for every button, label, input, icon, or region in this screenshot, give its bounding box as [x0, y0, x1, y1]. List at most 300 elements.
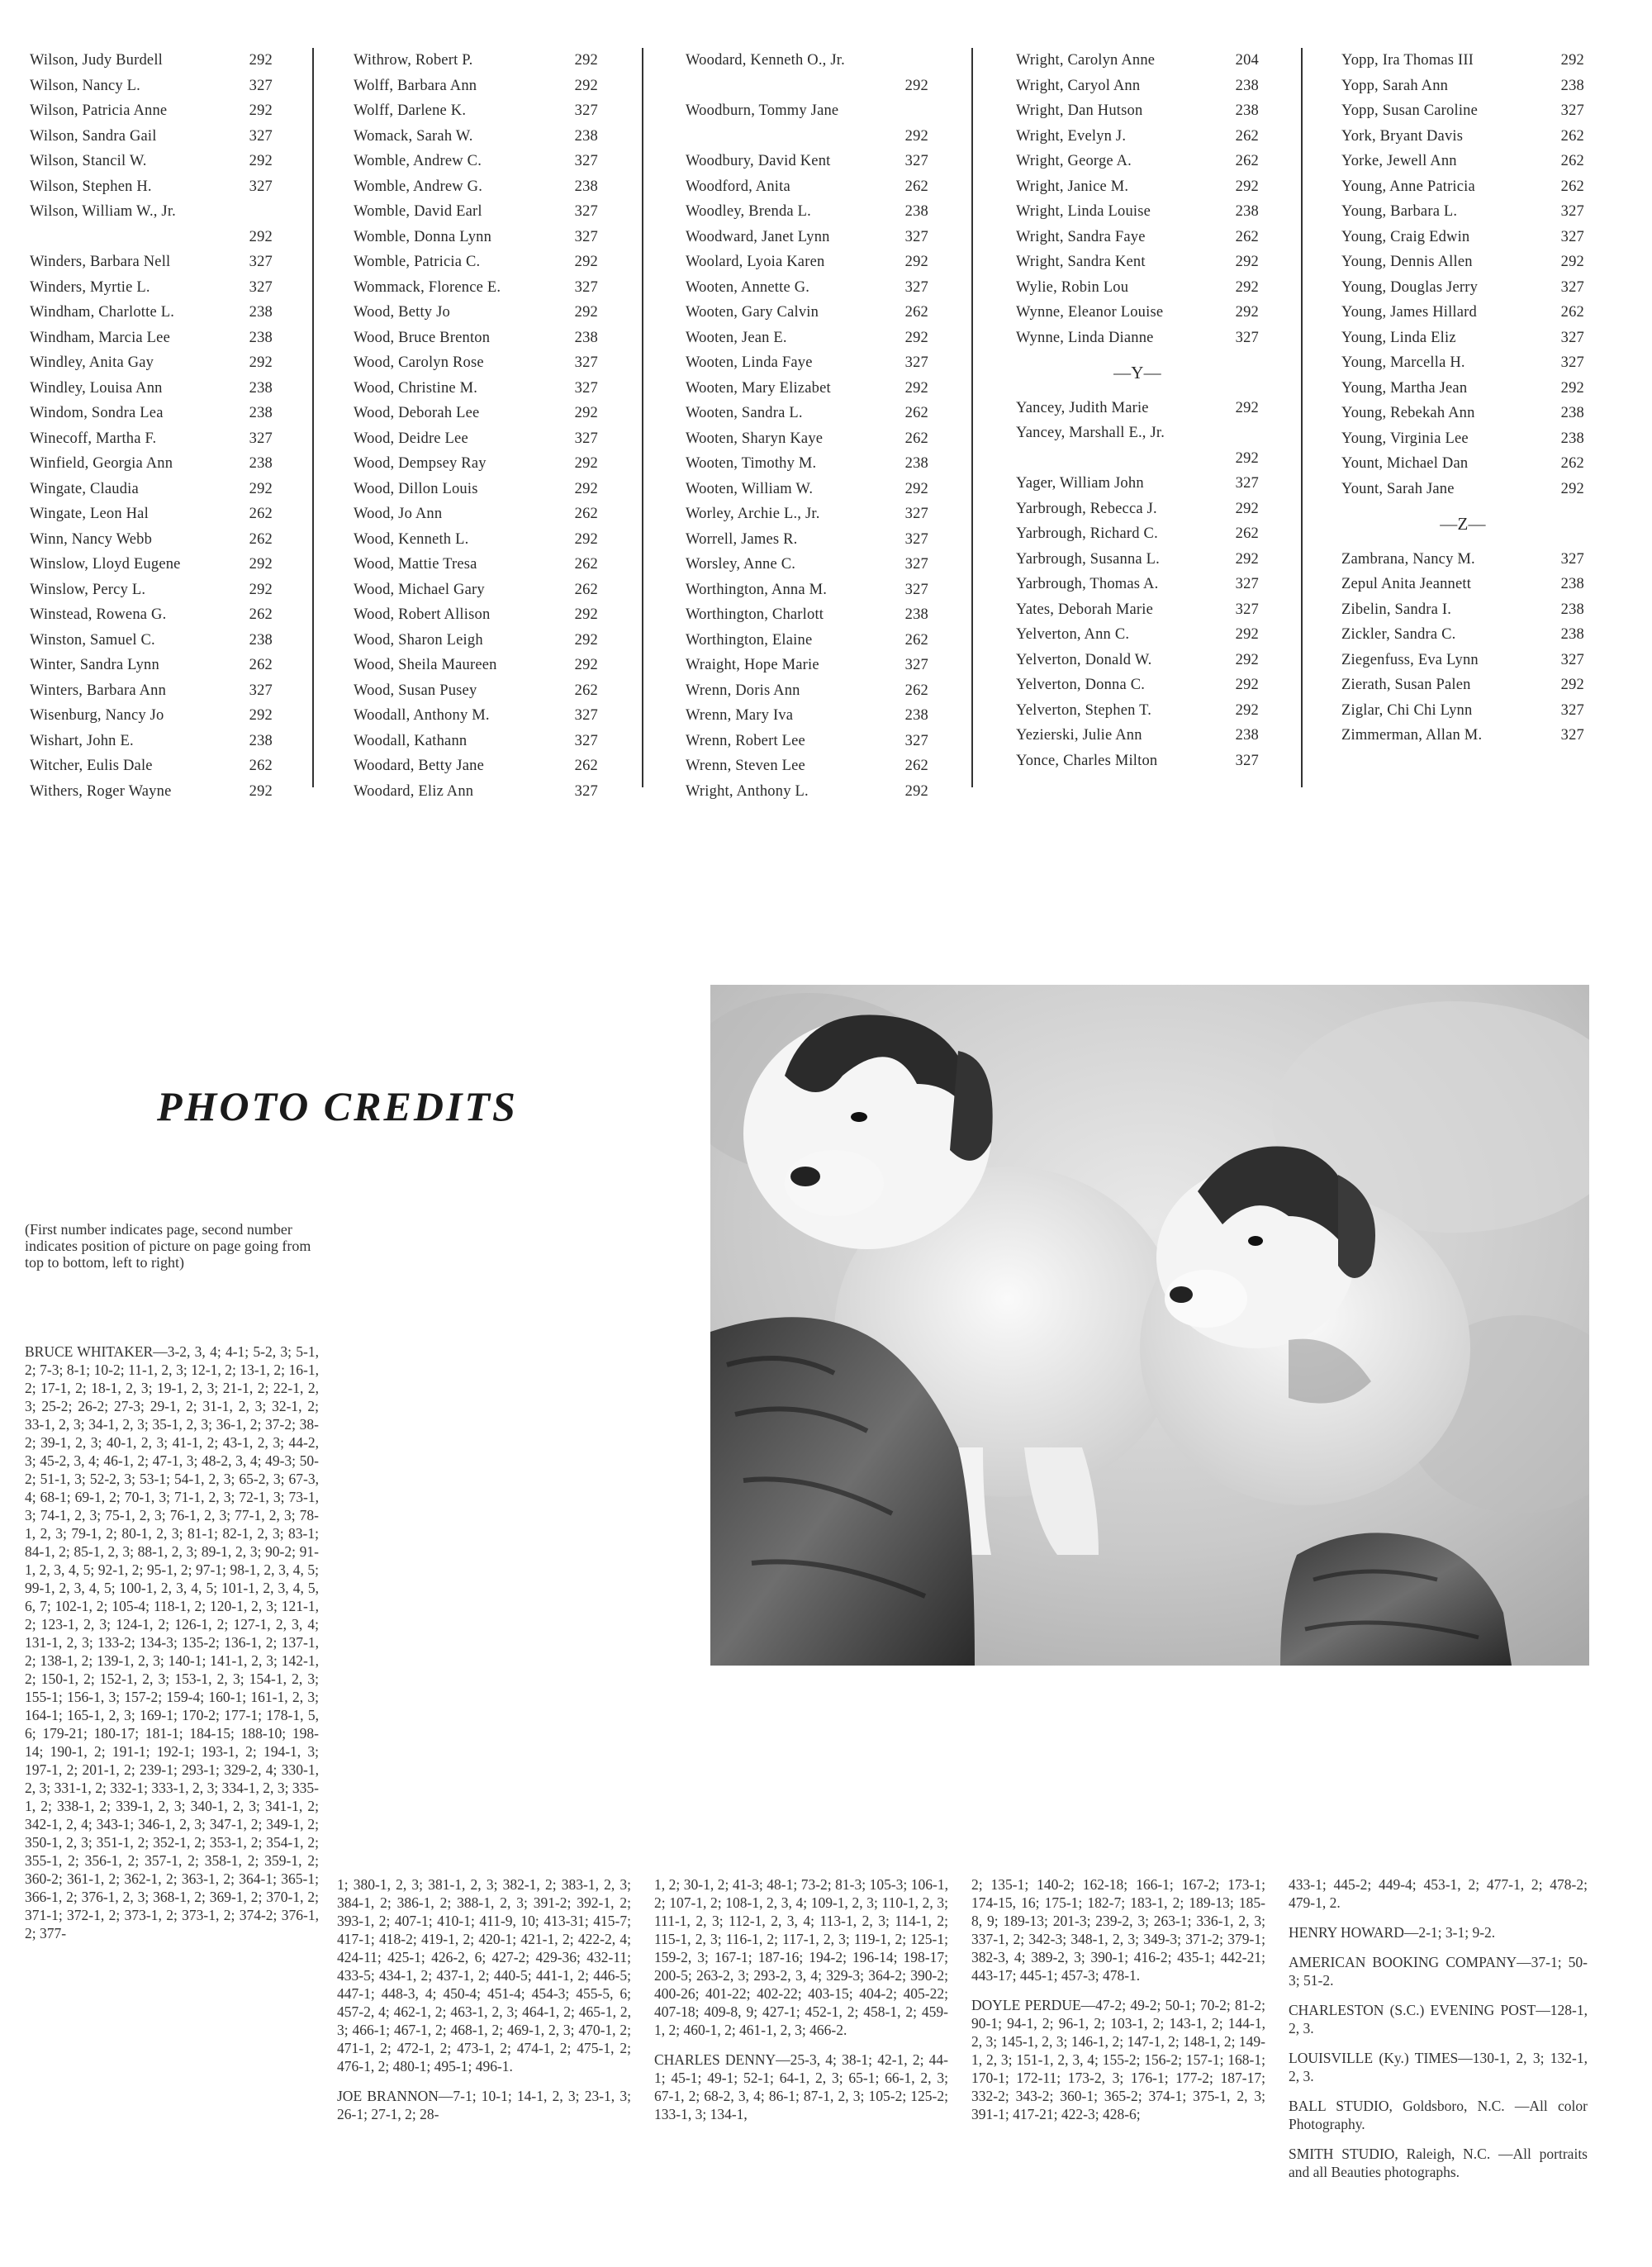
- index-entry: [686, 729, 928, 754]
- entry-name: Young, James Hillard: [1341, 304, 1477, 321]
- entry-name: Wood, Michael Gary: [354, 581, 485, 598]
- entry-page: 327: [1235, 475, 1259, 492]
- entry-name: Wooten, Mary Elizabet: [686, 379, 831, 397]
- entry-page: 238: [249, 455, 273, 472]
- entry-name: Worley, Archie L., Jr.: [686, 506, 820, 522]
- entry-page: 327: [904, 556, 928, 573]
- index-entry: [686, 501, 928, 527]
- index-column-1: [30, 48, 273, 804]
- entry-page: 292: [1560, 254, 1584, 270]
- entry-page: 238: [249, 405, 273, 421]
- entry-name: Wolff, Darlene K.: [354, 102, 467, 119]
- credits-column-4: [971, 1875, 1265, 2260]
- entry-name: Winston, Samuel C.: [30, 631, 155, 649]
- section-letter: —Z—: [1440, 514, 1486, 534]
- entry-name: Winters, Barbara Ann: [30, 682, 167, 699]
- entry-page: 292: [249, 153, 273, 169]
- entry-name: Winter, Sandra Lynn: [30, 657, 159, 673]
- index-entry: [30, 199, 273, 250]
- entry-name: Woodard, Kenneth O., Jr.: [686, 52, 845, 69]
- entry-name: Wood, Dempsey Ray: [354, 455, 487, 472]
- index-entry: [1016, 622, 1259, 648]
- index-column-5: [1341, 48, 1584, 749]
- index-entry: [686, 174, 928, 200]
- index-entry: [354, 149, 598, 174]
- entry-name: Yopp, Sarah Ann: [1341, 77, 1449, 94]
- entry-page: 262: [1235, 153, 1259, 169]
- entry-name: Wood, Deborah Lee: [354, 405, 480, 421]
- index-entry: [1016, 597, 1259, 623]
- entry-page: 262: [904, 178, 928, 195]
- entry-page: 262: [904, 682, 928, 699]
- index-entry: [354, 527, 598, 553]
- index-entry: [354, 124, 598, 150]
- entry-page: 292: [574, 530, 598, 548]
- credit-paragraph: 433-1; 445-2; 449-4; 453-1, 2; 477-1, 2; 478-2; 479-1, 2.: [1289, 1876, 1588, 1911]
- index-entry: [30, 74, 273, 99]
- index-entry: [30, 577, 273, 603]
- entry-name: Woodall, Anthony M.: [354, 707, 490, 724]
- index-entry: [354, 602, 598, 628]
- entry-page: 292: [249, 52, 273, 69]
- entry-page: 327: [904, 581, 928, 598]
- entry-page: 238: [904, 203, 928, 220]
- index-entry: [686, 225, 928, 250]
- entry-page: 292: [904, 254, 928, 270]
- entry-name: Wrenn, Mary Iva: [686, 707, 794, 724]
- index-entry: [354, 48, 598, 74]
- entry-name: Yarbrough, Susanna L.: [1016, 550, 1160, 568]
- entry-page: 292: [574, 480, 598, 497]
- index-entry: [30, 250, 273, 275]
- index-entry: [686, 149, 928, 174]
- entry-page: 292: [249, 782, 273, 800]
- credit-paragraph: JOE BRANNON—7-1; 10-1; 14-1, 2, 3; 23-1, 3; 26-1; 27-1, 2; 28-: [337, 2088, 631, 2122]
- index-entry: [1341, 672, 1584, 698]
- entry-name: Wishart, John E.: [30, 732, 134, 749]
- entry-name: Young, Dennis Allen: [1341, 254, 1473, 270]
- entry-name: Wooten, William W.: [686, 480, 814, 497]
- entry-name: Yonce, Charles Milton: [1016, 752, 1158, 769]
- entry-page: 292: [574, 254, 598, 270]
- entry-name: York, Bryant Davis: [1341, 127, 1464, 145]
- index-entry: [686, 451, 928, 477]
- entry-page: 292: [1235, 399, 1259, 416]
- index-entry: [30, 779, 273, 805]
- entry-name: Wood, Robert Allison: [354, 606, 491, 623]
- entry-page: 238: [249, 379, 273, 397]
- entry-page: 238: [249, 329, 273, 346]
- entry-name: Yates, Deborah Marie: [1016, 601, 1154, 618]
- entry-name: Wright, Evelyn J.: [1016, 127, 1127, 145]
- index-entry: [354, 300, 598, 326]
- entry-page: 292: [1235, 304, 1259, 321]
- entry-page: 292: [249, 102, 273, 119]
- entry-page: 292: [1235, 651, 1259, 668]
- entry-name: Womack, Sarah W.: [354, 127, 473, 145]
- entry-page: 292: [904, 379, 928, 397]
- entry-page: 327: [1560, 228, 1584, 245]
- entry-name: Ziegenfuss, Eva Lynn: [1341, 651, 1479, 668]
- entry-name: Young, Barbara L.: [1341, 203, 1458, 220]
- entry-page: 327: [1235, 329, 1259, 346]
- index-entry: [30, 426, 273, 452]
- entry-page: 292: [249, 354, 273, 371]
- entry-page: 327: [574, 228, 598, 245]
- entry-name: Wood, Jo Ann: [354, 506, 443, 522]
- index-entry: [686, 275, 928, 301]
- entry-page: 292: [1235, 278, 1259, 296]
- index-entry: [1016, 98, 1259, 124]
- credit-paragraph: HENRY HOWARD—2-1; 3-1; 9-2.: [1289, 1924, 1496, 1941]
- entry-page: 292: [574, 405, 598, 421]
- entry-name: Woodford, Anita: [686, 178, 790, 195]
- entry-page: 327: [904, 530, 928, 548]
- index-entry: [1341, 426, 1584, 452]
- index-entry: [1341, 648, 1584, 673]
- index-entry: [1341, 124, 1584, 150]
- entry-page: 262: [574, 682, 598, 699]
- entry-name: Yount, Michael Dan: [1341, 455, 1469, 472]
- entry-page: 327: [1235, 576, 1259, 592]
- entry-name: Zibelin, Sandra I.: [1341, 601, 1452, 618]
- entry-page: 292: [1235, 449, 1259, 467]
- entry-page: 292: [1235, 178, 1259, 195]
- entry-page: 327: [574, 153, 598, 169]
- entry-name: Wood, Mattie Tresa: [354, 556, 477, 573]
- entry-name: Young, Craig Edwin: [1341, 228, 1470, 245]
- entry-name: Wynne, Linda Dianne: [1016, 329, 1154, 346]
- entry-page: 292: [1235, 254, 1259, 270]
- index-entry: [1016, 749, 1259, 774]
- entry-name: Wilson, Sandra Gail: [30, 127, 157, 145]
- entry-name: Worthington, Charlott: [686, 606, 824, 623]
- entry-page: 238: [574, 178, 598, 195]
- index-entry: [686, 779, 928, 805]
- entry-page: 292: [574, 455, 598, 472]
- index-column-2: [354, 48, 598, 804]
- puppies-photo: [710, 985, 1589, 1666]
- entry-name: Womble, Andrew G.: [354, 178, 483, 195]
- entry-name: Wooten, Sandra L.: [686, 405, 803, 421]
- entry-name: Wilson, Nancy L.: [30, 77, 140, 94]
- entry-page: 292: [904, 782, 928, 800]
- entry-page: 292: [1235, 677, 1259, 693]
- entry-name: Wilson, Judy Burdell: [30, 52, 164, 69]
- entry-name: Wood, Christine M.: [354, 379, 478, 397]
- entry-page: 262: [249, 657, 273, 673]
- entry-page: 292: [574, 77, 598, 94]
- entry-name: Womble, Patricia C.: [354, 254, 481, 270]
- index-entry: [1016, 250, 1259, 275]
- index-entry: [1341, 275, 1584, 301]
- credit-paragraph: BALL STUDIO, Goldsboro, N.C. —All color Photography.: [1289, 2098, 1588, 2132]
- entry-name: Windham, Marcia Lee: [30, 329, 170, 346]
- entry-name: Wright, Anthony L.: [686, 782, 809, 800]
- entry-name: Wood, Susan Pusey: [354, 682, 477, 699]
- index-entry: [354, 199, 598, 225]
- entry-name: Young, Rebekah Ann: [1341, 405, 1475, 421]
- index-entry: [686, 401, 928, 426]
- index-entry: [354, 326, 598, 351]
- index-entry: [1016, 124, 1259, 150]
- entry-name: Woolard, Lyoia Karen: [686, 254, 825, 270]
- index-entry: [686, 678, 928, 704]
- index-entry: [686, 552, 928, 577]
- entry-name: Womble, Donna Lynn: [354, 228, 492, 245]
- entry-page: 327: [904, 354, 928, 371]
- index-entry: [354, 275, 598, 301]
- entry-page: 262: [1235, 525, 1259, 542]
- entry-page: 292: [904, 329, 928, 346]
- entry-name: Zepul Anita Jeannett: [1341, 576, 1472, 592]
- index-entry: [30, 376, 273, 402]
- index-entry: [686, 577, 928, 603]
- credit-paragraph: LOUISVILLE (Ky.) TIMES—130-1, 2, 3; 132-1, 2, 3.: [1289, 2050, 1588, 2084]
- entry-page: 327: [249, 682, 273, 699]
- credits-column-5: [1289, 1875, 1588, 2260]
- entry-name: Winstead, Rowena G.: [30, 606, 167, 623]
- entry-page: 238: [904, 707, 928, 724]
- entry-name: Winecoff, Martha F.: [30, 430, 157, 447]
- index-entry: [1016, 48, 1259, 74]
- index-entry: [686, 753, 928, 779]
- index-entry: [1341, 199, 1584, 225]
- entry-page: 292: [574, 52, 598, 69]
- entry-page: 292: [1235, 500, 1259, 517]
- entry-page: 262: [904, 405, 928, 421]
- entry-page: 238: [1235, 102, 1259, 119]
- entry-page: 327: [1560, 354, 1584, 371]
- index-entry: [1341, 350, 1584, 376]
- entry-page: 292: [574, 631, 598, 649]
- entry-page: 238: [249, 631, 273, 649]
- entry-name: Yopp, Ira Thomas III: [1341, 52, 1474, 69]
- entry-page: 327: [904, 506, 928, 522]
- index-entry: [1341, 300, 1584, 326]
- index-column-3: [686, 48, 928, 804]
- entry-name: Yarbrough, Thomas A.: [1016, 576, 1159, 592]
- credit-paragraph: 1; 380-1, 2, 3; 381-1, 2, 3; 382-1, 2; 383-1, 2, 3; 384-1, 2; 386-1, 2; 388-1, 2, 3; 391-2; 392-1, 2; 393-1, 2; 407-1; 410-1; 411-9, 10; 413-31; 415-7; 417-1; 418-2; 419-1, 2; 420-1; 421-1, 2; 422-2, 4; 424-11; 425-1; 426-2, 6; 427-2; 429-36; 432-11; 433-5; 434-1, 2; 437-1, 2; 440-5; 441-1, 2; 446-5; 447-1; 448-3, 4; 450-4; 451-4; 454-3; 455-5, 6; 457-2, 4; 462-1, 2; 463-1, 2, 3; 464-1, 2; 465-1, 2, 3; 466-1; 467-1, 2; 468-1, 2; 469-1, 2, 3; 470-1, 2; 471-1, 2; 472-1, 2; 473-1, 2; 474-1, 2; 475-1, 2; 476-1, 2; 480-1; 495-1; 496-1.: [337, 1876, 631, 2075]
- index-entry: [354, 703, 598, 729]
- entry-name: Wood, Sharon Leigh: [354, 631, 483, 649]
- entry-page: 292: [249, 480, 273, 497]
- entry-name: Wood, Kenneth L.: [354, 530, 469, 548]
- index-entry: [1016, 672, 1259, 698]
- entry-name: Wilson, Stephen H.: [30, 178, 152, 195]
- entry-page: 292: [1560, 379, 1584, 397]
- entry-page: 327: [249, 178, 273, 195]
- entry-page: 262: [1560, 304, 1584, 321]
- entry-name: Wrenn, Robert Lee: [686, 732, 805, 749]
- column-divider: [642, 48, 643, 787]
- entry-name: Yarbrough, Rebecca J.: [1016, 500, 1157, 517]
- index-entry: [1016, 199, 1259, 225]
- entry-page: 292: [574, 304, 598, 321]
- entry-page: 292: [904, 77, 928, 94]
- index-entry: [354, 477, 598, 502]
- index-entry: [1341, 477, 1584, 502]
- entry-name: Wright, Linda Louise: [1016, 203, 1151, 220]
- index-entry: [1341, 698, 1584, 724]
- entry-name: Zimmerman, Allan M.: [1341, 727, 1483, 744]
- index-entry: [354, 552, 598, 577]
- entry-page: 238: [574, 127, 598, 145]
- entry-page: 292: [574, 606, 598, 623]
- index-entry: [1341, 572, 1584, 597]
- credit-paragraph: 1, 2; 30-1, 2; 41-3; 48-1; 73-2; 81-3; 105-3; 106-1, 2; 107-1, 2; 108-1, 2, 3, 4; 109-1, 2, 3; 110-1, 2, 3; 111-1, 2, 3; 112-1, 2, 3, 4; 113-1, 2, 3; 114-1, 2; 115-1, 2, 3; 116-1, 2; 117-1, 2, 3; 119-1, 2; 125-1; 159-2, 3; 167-1; 187-16; 194-2; 196-14; 198-17; 200-5; 263-2, 3; 293-2, 3, 4; 329-3; 364-2; 390-2; 400-26; 401-22; 402-22; 403-15; 404-2; 405-22; 407-18; 409-8, 9; 427-1; 452-1, 2; 458-1, 2; 459-1, 2; 460-1, 2; 461-1, 2, 3; 466-2.: [654, 1876, 948, 2038]
- index-entry: [686, 628, 928, 653]
- index-entry: [30, 451, 273, 477]
- entry-page: 327: [1235, 601, 1259, 618]
- index-entry: [30, 174, 273, 200]
- index-entry: [686, 250, 928, 275]
- entry-name: Yorke, Jewell Ann: [1341, 153, 1457, 169]
- entry-page: 238: [904, 606, 928, 623]
- index-entry: [354, 628, 598, 653]
- entry-page: 327: [249, 77, 273, 94]
- index-entry: [1341, 149, 1584, 174]
- entry-name: Yopp, Susan Caroline: [1341, 102, 1479, 119]
- index-entry: [686, 199, 928, 225]
- entry-page: 262: [249, 530, 273, 548]
- entry-page: 292: [1560, 480, 1584, 497]
- index-entry: [30, 124, 273, 150]
- index-entry: [1016, 648, 1259, 673]
- entry-name: Wilson, Stancil W.: [30, 153, 147, 169]
- entry-page: 327: [574, 707, 598, 724]
- entry-name: Ziglar, Chi Chi Lynn: [1341, 701, 1473, 719]
- entry-name: Woodburn, Tommy Jane: [686, 102, 839, 119]
- credit-paragraph: DOYLE PERDUE—47-2; 49-2; 50-1; 70-2; 81-2; 90-1; 94-1, 2; 96-1, 2; 103-1, 2; 143-1, 2; 144-1, 2, 3; 145-1, 2, 3; 146-1, 2; 147-1, 2; 148-1, 2; 149-1, 2, 3; 151-1, 2, 3, 4; 155-2; 156-2; 157-1; 168-1; 170-1; 172-11; 173-2, 3; 176-1; 177-2; 187-17; 332-2; 343-2; 360-1; 365-2; 374-1; 375-1, 2, 3; 391-1; 417-21; 422-3; 428-6;: [971, 1997, 1265, 2122]
- index-entry: [354, 678, 598, 704]
- index-entry: [1016, 149, 1259, 174]
- entry-name: Yelverton, Donna C.: [1016, 677, 1146, 693]
- index-entry: [1341, 74, 1584, 99]
- entry-name: Winders, Barbara Nell: [30, 254, 171, 270]
- entry-page: 327: [904, 153, 928, 169]
- entry-name: Worrell, James R.: [686, 530, 798, 548]
- index-entry: [1341, 547, 1584, 573]
- entry-page: 292: [249, 581, 273, 598]
- entry-name: Young, Anne Patricia: [1341, 178, 1475, 195]
- entry-page: 238: [1560, 626, 1584, 643]
- index-entry: [1016, 547, 1259, 573]
- entry-page: 262: [904, 304, 928, 321]
- index-entry: [30, 477, 273, 502]
- entry-page: 262: [249, 758, 273, 774]
- entry-name: Wood, Dillon Louis: [354, 480, 478, 497]
- index-entry: [686, 527, 928, 553]
- entry-name: Wright, Dan Hutson: [1016, 102, 1143, 119]
- entry-name: Wright, George A.: [1016, 153, 1132, 169]
- entry-name: Yelverton, Stephen T.: [1016, 701, 1152, 719]
- index-entry: [1341, 250, 1584, 275]
- entry-page: 327: [1235, 752, 1259, 769]
- entry-name: Wood, Betty Jo: [354, 304, 450, 321]
- index-entry: [30, 149, 273, 174]
- credit-paragraph: CHARLESTON (S.C.) EVENING POST—128-1, 2, 3.: [1289, 2002, 1588, 2036]
- entry-page: 292: [249, 556, 273, 573]
- entry-page: 238: [1235, 203, 1259, 220]
- entry-page: 327: [249, 430, 273, 447]
- entry-page: 292: [1560, 52, 1584, 69]
- column-divider: [971, 48, 973, 787]
- entry-name: Yezierski, Julie Ann: [1016, 727, 1142, 744]
- index-entry: [30, 678, 273, 704]
- entry-name: Wood, Sheila Maureen: [354, 657, 497, 673]
- entry-page: 327: [1560, 278, 1584, 296]
- entry-page: 262: [904, 430, 928, 447]
- entry-name: Wilson, Patricia Anne: [30, 102, 168, 119]
- index-entry: [1016, 497, 1259, 522]
- index-entry: [354, 577, 598, 603]
- index-entry: [30, 628, 273, 653]
- entry-name: Wilson, William W., Jr.: [30, 203, 176, 220]
- credit-paragraph: BRUCE WHITAKER—3-2, 3, 4; 4-1; 5-2, 3; 5-1, 2; 7-3; 8-1; 10-2; 11-1, 2, 3; 12-1, 2; 13-1, 2; 16-1, 2; 17-1, 2; 18-1, 2, 3; 19-1, 2, 3; 21-1, 2; 22-1, 2, 3; 25-2; 26-2; 27-3; 29-1, 2; 31-1, 2, 3; 32-1, 2; 33-1, 2, 3; 34-1, 2, 3; 35-1, 2, 3; 36-1, 2; 37-2; 38-2; 39-1, 2, 3; 40-1, 2, 3; 41-1, 2; 43-1, 2, 3; 44-2, 3; 45-2, 3, 4; 46-1, 2; 47-1, 3; 48-2, 3, 4; 49-3; 50-2; 51-1, 3; 52-2, 3; 53-1; 54-1, 2, 3; 65-2, 3; 67-3, 4; 68-1; 69-1, 2; 70-1, 3; 71-1, 2, 3; 72-1, 3; 73-1, 3; 74-1, 2, 3; 75-1, 2, 3; 76-1, 2, 3; 77-1, 2, 3; 78-1, 2, 3; 79-1, 2; 80-1, 2, 3; 81-1; 82-1, 2, 3; 83-1; 84-1, 2; 85-1, 2, 3; 88-1, 2, 3; 89-1, 2, 3; 90-2; 91-1, 2, 3, 4, 5; 92-1, 2; 95-1, 2; 97-1; 98-1, 2, 3, 4, 5; 99-1, 2, 3, 4, 5; 100-1, 2, 3, 4, 5; 101-1, 2, 3, 4, 5, 6, 7; 102-1, 2; 105-4; 118-1, 2; 120-1, 2, 3; 121-1, 2; 123-1, 2, 3; 124-1, 2; 126-1, 2; 127-1, 2, 3, 4; 131-1, 2, 3; 133-2; 134-3; 135-2; 136-1, 2; 137-1, 2; 138-1, 2; 139-1, 2, 3; 140-1; 141-1, 2, 3; 142-1, 2; 150-1, 2; 152-1, 2, 3; 153-1, 2, 3; 154-1, 2, 3; 155-1; 156-1, 3; 157-2; 159-4; 160-1; 161-1, 2, 3; 164-1; 165-1, 2, 3; 169-1; 170-2; 177-1; 178-1, 5, 6; 179-21; 180-17; 181-1; 184-15; 188-10; 198-14; 190-1, 2; 191-1; 192-1; 193-1, 2; 194-1, 3; 197-1, 2; 201-1, 2; 239-1; 293-1; 329-2, 4; 330-1, 2, 3; 331-1, 2; 332-1; 333-1, 2, 3; 334-1, 2, 3; 335-1, 2; 338-1, 2; 339-1, 2, 3; 340-1, 2, 3; 341-1, 2; 342-1, 2, 4; 343-1; 346-1, 2, 3; 347-1, 2; 349-1, 2; 350-1, 2, 3; 351-1, 2; 352-1, 2; 353-1, 2; 354-1, 2; 355-1, 2; 356-1, 2; 357-1, 2; 358-1, 2; 359-1, 2; 360-2; 361-1, 2; 362-1, 2; 363-1, 2; 364-1; 365-1; 366-1, 2; 376-1, 2, 3; 368-1, 2; 369-1, 2; 370-1, 2; 371-1; 372-1, 2; 373-1, 2; 373-1, 2; 374-2; 376-1, 2; 377-: [25, 1343, 319, 1941]
- index-entry: [1341, 376, 1584, 402]
- index-entry: [30, 729, 273, 754]
- entry-name: Woodard, Betty Jane: [354, 758, 484, 774]
- entry-page: 292: [1235, 550, 1259, 568]
- entry-page: 292: [1560, 677, 1584, 693]
- entry-name: Wynne, Eleanor Louise: [1016, 304, 1164, 321]
- index-entry: [354, 501, 598, 527]
- index-entry: [354, 250, 598, 275]
- entry-page: 327: [904, 732, 928, 749]
- credit-paragraph: SMITH STUDIO, Raleigh, N.C. —All portraits and all Beauties photographs.: [1289, 2146, 1588, 2180]
- index-entry: [30, 326, 273, 351]
- index-entry: [1341, 174, 1584, 200]
- entry-name: Withrow, Robert P.: [354, 52, 473, 69]
- entry-name: Young, Linda Eliz: [1341, 329, 1456, 346]
- entry-page: 238: [1560, 405, 1584, 421]
- entry-page: 327: [249, 127, 273, 145]
- index-entry: [1016, 723, 1259, 749]
- index-entry: [1341, 48, 1584, 74]
- entry-name: Wommack, Florence E.: [354, 278, 501, 296]
- entry-name: Wood, Bruce Brenton: [354, 329, 491, 346]
- entry-page: 327: [574, 102, 598, 119]
- entry-page: 292: [1235, 626, 1259, 643]
- entry-page: 292: [249, 228, 273, 245]
- entry-page: 238: [574, 329, 598, 346]
- entry-name: Woodall, Kathann: [354, 732, 468, 749]
- entry-page: 262: [1235, 127, 1259, 145]
- entry-page: 262: [249, 506, 273, 522]
- entry-name: Yager, William John: [1016, 475, 1144, 492]
- index-entry: [1341, 597, 1584, 623]
- entry-name: Wraight, Hope Marie: [686, 657, 819, 673]
- entry-name: Worthington, Elaine: [686, 631, 813, 649]
- index-entry: [1016, 225, 1259, 250]
- entry-page: 292: [1235, 701, 1259, 719]
- entry-name: Wisenburg, Nancy Jo: [30, 707, 164, 724]
- entry-name: Wingate, Leon Hal: [30, 506, 149, 522]
- entry-name: Winders, Myrtie L.: [30, 278, 150, 296]
- entry-page: 262: [1560, 178, 1584, 195]
- index-entry: [354, 729, 598, 754]
- entry-name: Womble, Andrew C.: [354, 153, 482, 169]
- entry-page: 262: [574, 581, 598, 598]
- index-entry: [1016, 300, 1259, 326]
- entry-name: Woodley, Brenda L.: [686, 203, 811, 220]
- index-entry: [1016, 174, 1259, 200]
- index-entry: [686, 376, 928, 402]
- index-entry: [686, 326, 928, 351]
- entry-name: Wright, Sandra Kent: [1016, 254, 1146, 270]
- index-entry: [1341, 225, 1584, 250]
